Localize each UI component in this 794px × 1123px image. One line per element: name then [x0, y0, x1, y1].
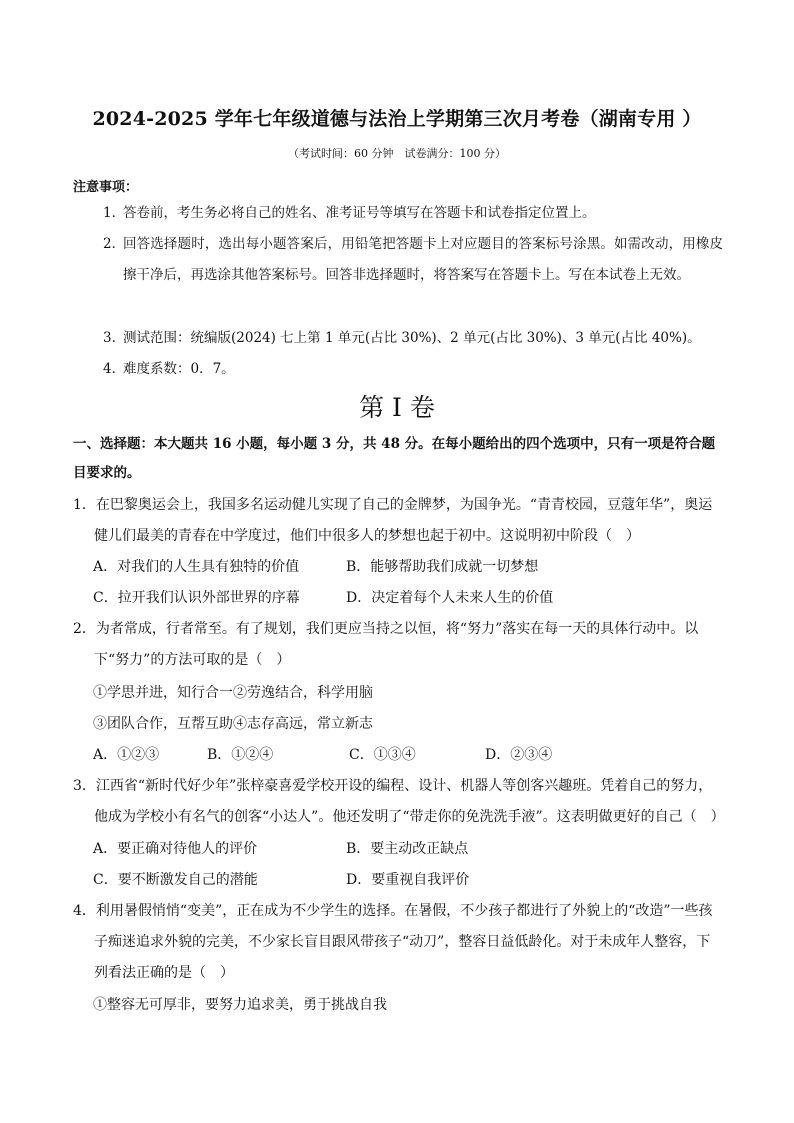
notes-heading: 注意事项： — [73, 180, 139, 195]
question-text: 2．为者常成，行者常至。有了规划，我们更应当持之以恒，将“努力”落实在每一天的具体行动中。以下“努力”的方法可取的是（ ） — [73, 621, 699, 668]
note-text: 答卷前，考生务必将自己的姓名、准考证号等填写在答题卡和试卷指定位置上。 — [123, 205, 596, 221]
exam-subtitle: （考试时间：60 分钟 试卷满分：100 分） — [288, 147, 506, 160]
note-item — [103, 323, 723, 354]
statement-line: ①整容无可厚非，要努力追求美，勇于挑战自我 — [93, 997, 387, 1013]
exam-title: 2024-2025 学年七年级道德与法治上学期第三次月考卷（湖南专用 ） — [92, 108, 702, 130]
option-c[interactable]: C．要不断激发自己的潜能 — [93, 872, 258, 888]
question-4 — [73, 896, 723, 989]
option-a[interactable]: A．对我们的人生具有独特的价值 — [93, 559, 300, 575]
option-c[interactable]: C．拉开我们认识外部世界的序幕 — [93, 590, 300, 606]
note-item — [103, 198, 723, 229]
note-item — [103, 354, 723, 385]
question-text: 3．江西省“新时代好少年”张梓豪喜爱学校开设的编程、设计、机器人等创客兴趣班。凭着自己的努力，他成为学校小有名气的创客“小达人”。他还发明了“带走你的免洗洗手液”。这表明做更好的自己（ ） — [73, 778, 725, 825]
note-text: 难度系数：0．7。 — [123, 361, 235, 377]
option-c[interactable]: C．①③④ — [349, 747, 416, 763]
option-a[interactable]: A．要正确对待他人的评价 — [93, 841, 258, 857]
option-b[interactable]: B．①②④ — [207, 747, 274, 763]
option-d[interactable]: D．要重视自我评价 — [346, 872, 470, 888]
question-1 — [73, 490, 723, 552]
note-number: 1． — [103, 205, 126, 221]
option-d[interactable]: D．②③④ — [485, 747, 553, 763]
statement-line: ③团队合作，互帮互助④志存高远，常立新志 — [93, 716, 373, 732]
note-text: 测试范围：统编版(2024) 七上第 1 单元(占比 30%)、2 单元(占比 30%)、3 单元(占比 40%)。 — [123, 330, 701, 346]
section-title: 第 I 卷 — [359, 393, 435, 422]
question-text: 4．利用暑假悄悄“变美”，正在成为不少学生的选择。在暑假，不少孩子都进行了外貌上的“改造”一些孩子痴迷追求外貌的完美，不少家长盲目跟风带孩子“动刀”，整容日益低龄化。对于未成年人整容，下列看法正确的是（ ） — [73, 903, 713, 981]
note-number: 4． — [103, 361, 126, 377]
option-b[interactable]: B．要主动改正缺点 — [346, 841, 469, 857]
note-text: 回答选择题时，选出每小题答案后，用铅笔把答题卡上对应题目的答案标号涂黑。如需改动，用橡皮擦干净后，再选涂其他答案标号。回答非选择题时，将答案写在答题卡上。写在本试卷上无效。 — [123, 236, 723, 283]
section-intro: 一、选择题：本大题共 16 小题，每小题 3 分，共 48 分。在每小题给出的四个选项中，只有一项是符合题目要求的。 — [73, 436, 716, 481]
question-2 — [73, 614, 723, 676]
note-number: 3． — [103, 330, 126, 346]
statement-line: ①学思并进，知行合一②劳逸结合，科学用脑 — [93, 685, 373, 701]
question-3 — [73, 771, 723, 833]
note-item — [103, 229, 723, 291]
option-d[interactable]: D．决定着每个人未来人生的价值 — [346, 590, 554, 606]
option-a[interactable]: A．①②③ — [93, 747, 160, 763]
note-number: 2． — [103, 236, 126, 252]
option-b[interactable]: B．能够帮助我们成就一切梦想 — [346, 559, 539, 575]
question-text: 1．在巴黎奥运会上，我国多名运动健儿实现了自己的金牌梦，为国争光。“青青校园，豆蔻年华”，奥运健儿们最美的青春在中学度过，他们中很多人的梦想也起于初中。这说明初中阶段（ ） — [73, 497, 713, 544]
